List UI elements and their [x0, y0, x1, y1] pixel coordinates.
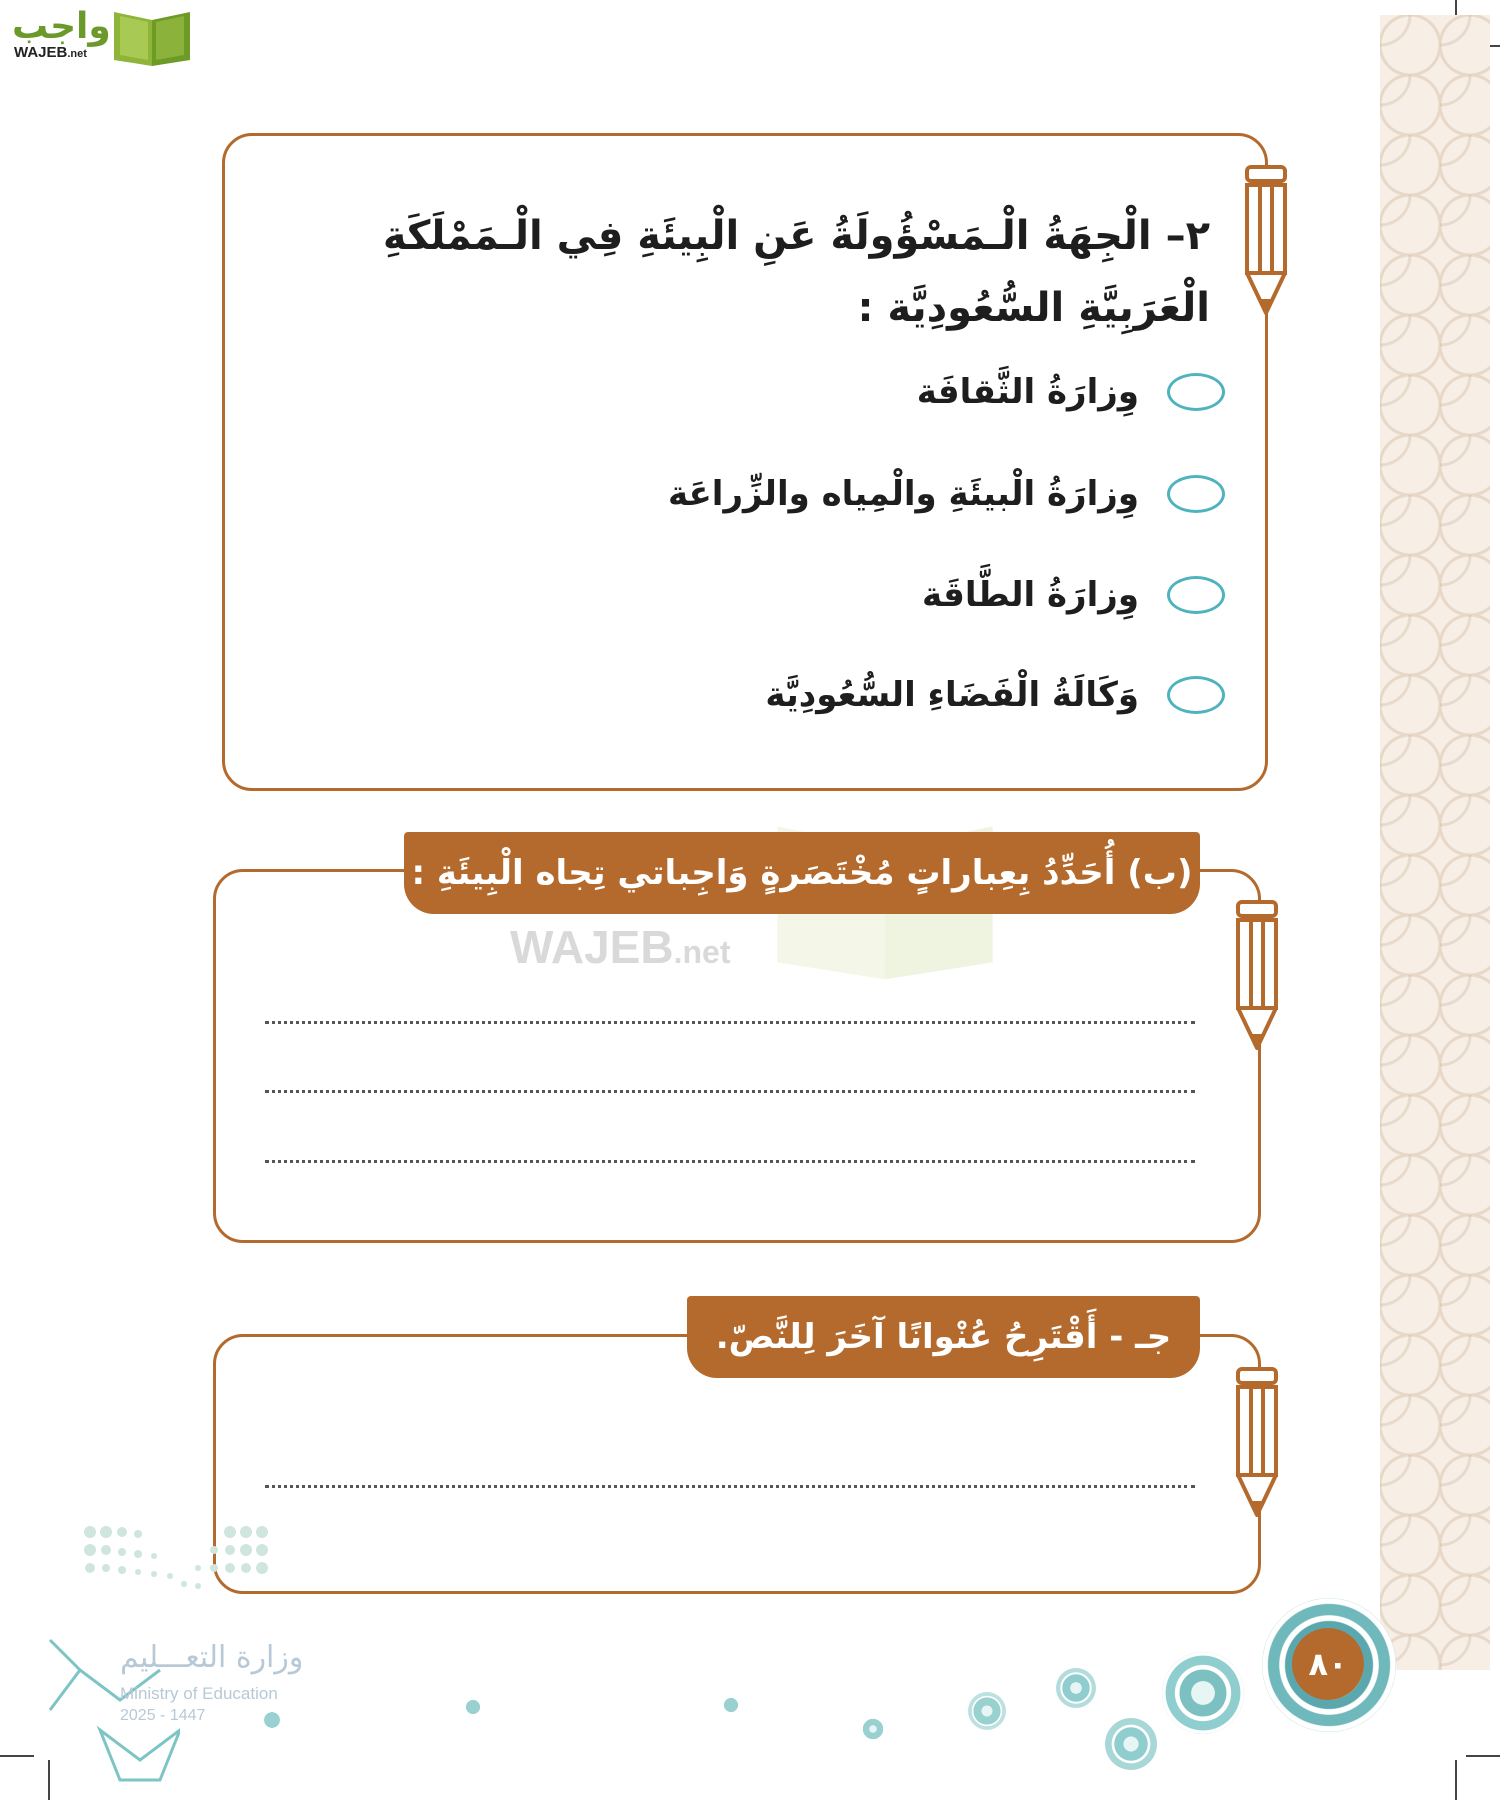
- option-3[interactable]: [922, 570, 1225, 620]
- rosette-icon: [262, 1710, 282, 1730]
- logo-text: واجب: [12, 6, 111, 47]
- option-label: وِزارَةُ الْبيئَةِ والْمِياه والزِّراعَة: [667, 474, 1139, 514]
- rosette-icon: [968, 1692, 1006, 1730]
- watermark-text: WAJEB.net: [510, 921, 731, 973]
- pencil-icon: [1234, 1365, 1280, 1525]
- rosette-icon: [1105, 1718, 1157, 1770]
- option-1[interactable]: [917, 367, 1225, 417]
- rosette-icon: [860, 1716, 886, 1742]
- decorative-pattern-strip: [1380, 15, 1490, 1670]
- option-radio[interactable]: [1167, 475, 1225, 513]
- ministry-arabic-name: وزارة التعـــليم: [120, 1640, 304, 1675]
- ministry-year: 2025 - 1447: [120, 1707, 206, 1724]
- crop-mark: [1455, 1760, 1457, 1800]
- answer-line[interactable]: [265, 1485, 1195, 1488]
- rosette-icon: [464, 1698, 482, 1716]
- section-c-title: جـ - أَقْتَرِحُ عُنْوانًا آخَرَ لِلنَّصّ.: [687, 1296, 1200, 1378]
- ministry-logo: [40, 1520, 304, 1790]
- rosette-icon: [1056, 1668, 1096, 1708]
- pencil-icon: [1234, 898, 1280, 1058]
- question-text: ٢– الْجِهَةُ الْـمَسْؤُولَةُ عَنِ الْبِيئَةِ فِي الْـمَمْلَكَةِ الْعَرَبِيَّةِ السُّعُودِيَّة :: [382, 213, 1210, 331]
- pencil-icon: [1243, 163, 1289, 323]
- option-4[interactable]: [765, 670, 1225, 720]
- ministry-english-name: Ministry of Education: [120, 1684, 278, 1703]
- option-radio[interactable]: [1167, 576, 1225, 614]
- wajeb-logo[interactable]: [6, 4, 196, 68]
- option-radio[interactable]: [1167, 676, 1225, 714]
- duties-answer-box: [213, 869, 1261, 1243]
- crop-mark: [1466, 1755, 1500, 1757]
- page-number: ٨٠: [1292, 1628, 1364, 1700]
- section-b-title: (ب) أُحَدِّدُ بِعِباراتٍ مُخْتَصَرةٍ وَاجِباتي تِجاه الْبِيئَةِ :: [404, 832, 1200, 914]
- logo-subtext: WAJEB.net: [14, 44, 87, 61]
- option-2[interactable]: [668, 469, 1225, 519]
- answer-line[interactable]: [265, 1160, 1195, 1163]
- rosette-icon: [1162, 1652, 1244, 1734]
- option-label: وِزارَةُ الثَّقافَة: [916, 372, 1139, 412]
- crop-mark: [0, 1755, 34, 1757]
- option-label: وَكَالَةُ الْفَضَاءِ السُّعُودِيَّة: [765, 675, 1139, 715]
- book-icon: [112, 8, 192, 68]
- rosette-icon: [722, 1696, 740, 1714]
- answer-line[interactable]: [265, 1090, 1195, 1093]
- option-label: وِزارَةُ الطَّاقَة: [921, 575, 1139, 615]
- ministry-dots-icon: [80, 1520, 280, 1620]
- answer-line[interactable]: [265, 1021, 1195, 1024]
- option-radio[interactable]: [1167, 373, 1225, 411]
